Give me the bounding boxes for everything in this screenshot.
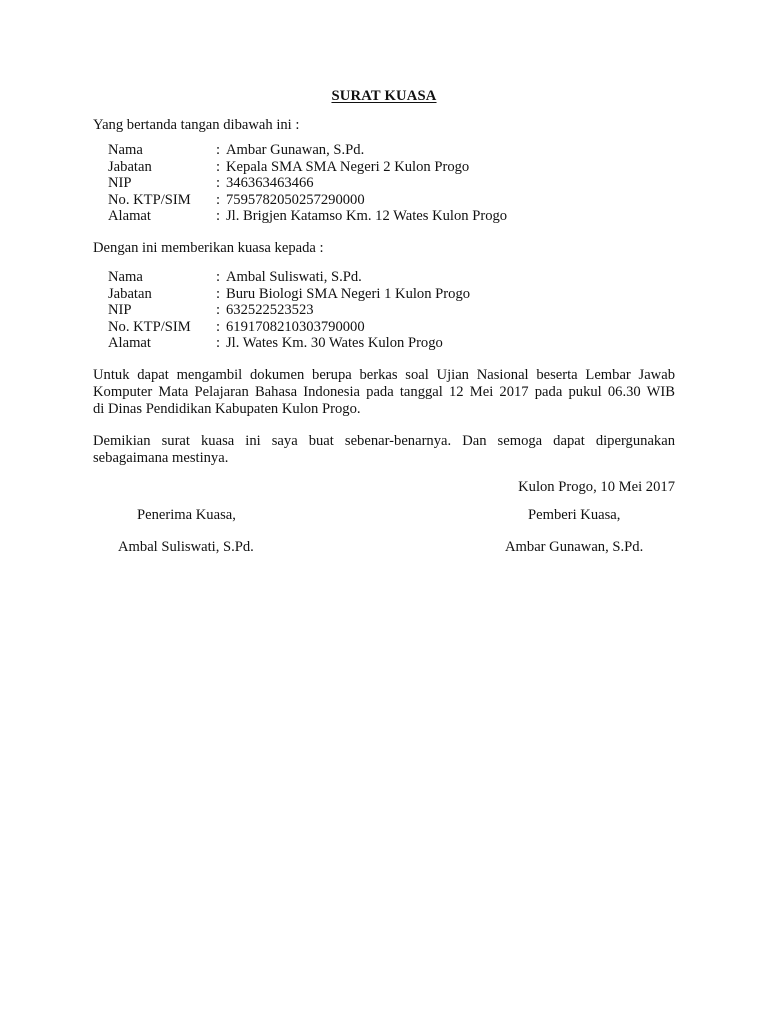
paragraph-line: Untuk dapat mengambil dokumen berupa berkas soal Ujian Nasional beserta Lembar Jawab [93, 367, 675, 383]
purpose-paragraph [93, 367, 675, 418]
receiver-label: Penerima Kuasa, [137, 507, 236, 523]
paragraph-line: Komputer Mata Pelajaran Bahasa Indonesia pada tanggal 12 Mei 2017 pada pukul 06.30 WIB [93, 384, 675, 400]
field-value: 7595782050257290000 [226, 191, 365, 208]
receiver-name: Ambal Suliswati, S.Pd. [118, 539, 254, 555]
grantee-row-id-card [108, 319, 668, 336]
field-label: Jabatan [108, 285, 152, 302]
field-separator: : [216, 335, 221, 351]
field-value: 6191708210303790000 [226, 318, 365, 335]
field-value: Ambar Gunawan, S.Pd. [226, 142, 365, 158]
field-value: Jl. Brigjen Katamso Km. 12 Wates Kulon Progo [226, 208, 508, 224]
field-value: 632522523523 [226, 302, 314, 318]
paragraph-line: sebagaimana mestinya. [93, 450, 229, 466]
paragraph-line: di Dinas Pendidikan Kabupaten Kulon Progo. [93, 401, 361, 417]
grantor-row-position [108, 159, 668, 176]
grantor-row-name [108, 142, 668, 159]
giver-name: Ambar Gunawan, S.Pd. [505, 539, 644, 555]
grantee-row-name [108, 269, 668, 286]
closing-paragraph [93, 433, 675, 467]
field-label: Alamat [108, 208, 151, 224]
grantor-row-id-card [108, 192, 668, 209]
place-date: Kulon Progo, 10 Mei 2017 [518, 479, 675, 495]
field-label: No. KTP/SIM [108, 318, 191, 335]
grantee-row-position [108, 286, 668, 303]
field-label: Jabatan [108, 158, 152, 175]
field-label: No. KTP/SIM [108, 191, 191, 208]
field-label: NIP [108, 175, 132, 191]
grantee-row-nip [108, 302, 668, 319]
grantee-row-address [108, 335, 668, 352]
paragraph-line: Demikian surat kuasa ini saya buat sebenar-benarnya. Dan semoga dapat dipergunakan [93, 433, 675, 449]
grantor-row-nip [108, 175, 668, 192]
grantor-details [108, 142, 668, 225]
field-separator: : [216, 208, 221, 224]
field-label: Nama [108, 142, 143, 158]
field-separator: : [216, 302, 221, 318]
field-value: Jl. Wates Km. 30 Wates Kulon Progo [226, 335, 443, 351]
field-separator: : [216, 191, 221, 208]
intro-text: Yang bertanda tangan dibawah ini : [93, 117, 300, 133]
field-label: Nama [108, 269, 143, 285]
transfer-text: Dengan ini memberikan kuasa kepada : [93, 240, 324, 256]
giver-label: Pemberi Kuasa, [528, 507, 621, 523]
field-label: Alamat [108, 335, 151, 351]
field-separator: : [216, 318, 221, 335]
grantee-details [108, 269, 668, 352]
grantor-row-address [108, 208, 668, 225]
field-label: NIP [108, 302, 132, 318]
field-value: 346363463466 [226, 175, 314, 191]
letter-title: SURAT KUASA [331, 88, 437, 104]
field-value: Ambal Suliswati, S.Pd. [226, 269, 362, 285]
field-value: Kepala SMA SMA Negeri 2 Kulon Progo [226, 158, 470, 175]
field-separator: : [216, 269, 221, 285]
field-separator: : [216, 142, 221, 158]
field-separator: : [216, 158, 221, 175]
field-separator: : [216, 175, 221, 191]
field-separator: : [216, 285, 221, 302]
field-value: Buru Biologi SMA Negeri 1 Kulon Progo [226, 285, 471, 302]
